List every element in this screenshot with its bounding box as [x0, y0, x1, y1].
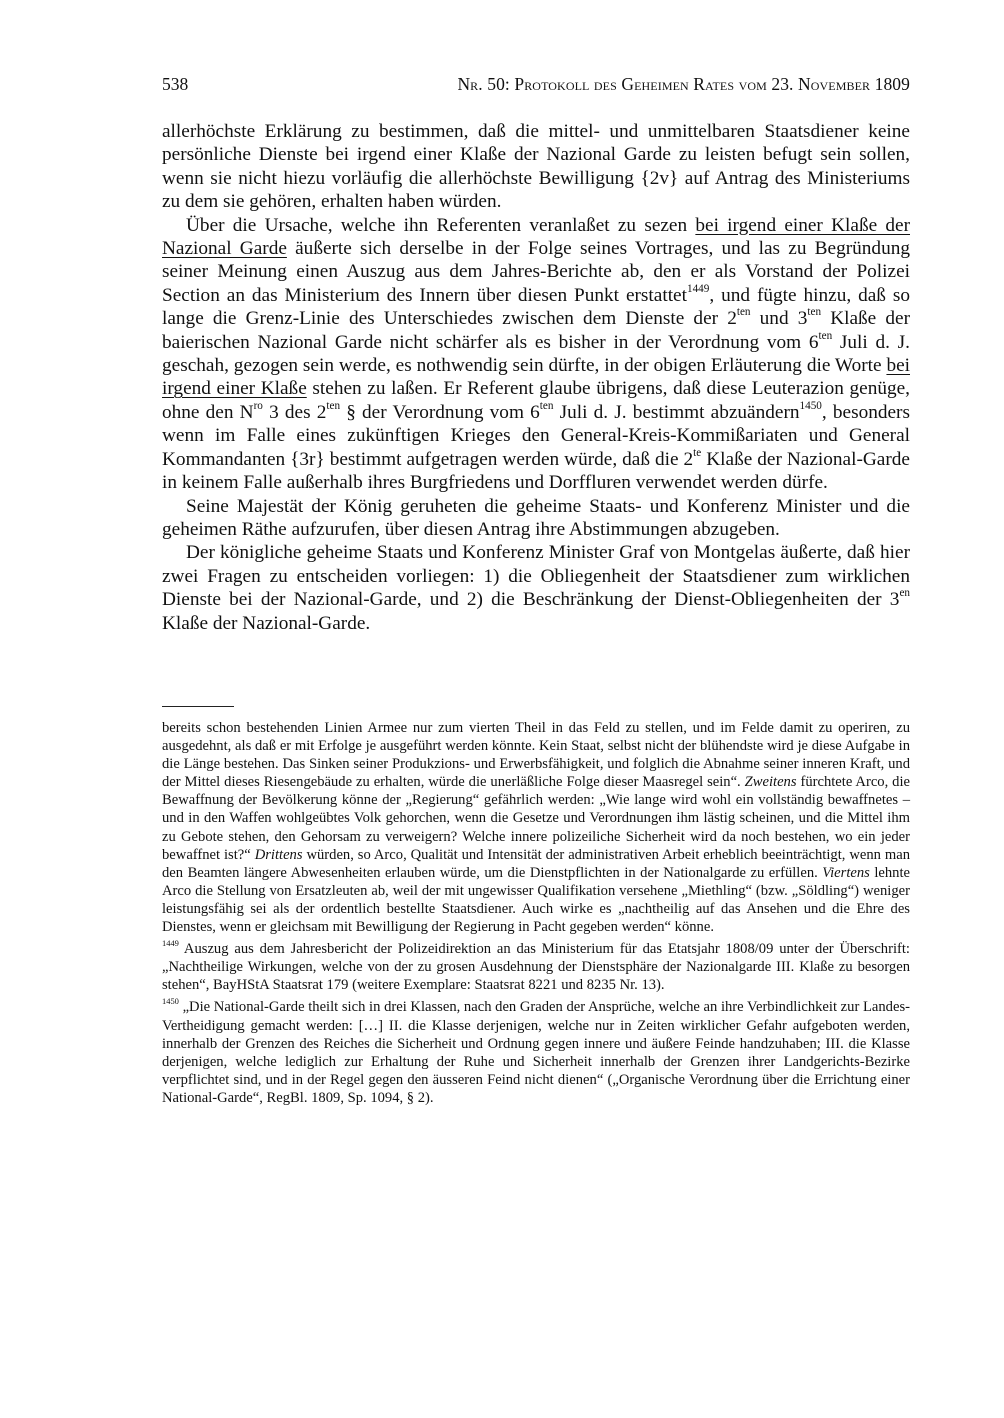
footnote-ref-1450[interactable]: 1450	[799, 399, 822, 412]
italic-term: Drittens	[254, 846, 303, 863]
superscript: ten	[326, 399, 341, 412]
text-run: 3 des 2	[262, 401, 327, 423]
text-run: , besonders wenn im Falle eines zukünftigen Krieges den General-Kreis-Kommißariaten und General Kommandanten {3r} bestimmt aufgetragen werden würde, daß die 2	[162, 401, 910, 470]
superscript: ten	[818, 329, 833, 342]
text-run: bereits schon bestehenden Linien Armee nur zum vierten Theil in das Feld zu stellen, und im Felde damit zu operiren, zu ausgedehnt, als daß er mit Erfolge je ausgeführt werden könnte. Kein Staat, selbst nicht der blühendste wird je diese Aufgabe in die Länge bestehen. Das Sinken seiner Produkzions- und Erwerbsfähigkeit, und folglich die Abnahme seiner inneren Kraft, und der Mittel dieses Riesengebäude zu erhalten, würde die unerläßliche Folge dieser Maasregel sein“.	[162, 720, 910, 791]
text-run: , und fügte hinzu, daß so lange die Grenz-Linie des Unterschiedes zwischen dem Dienste der 2	[162, 284, 910, 330]
text-run: Juli d. J. bestimmt abzuändern	[553, 401, 800, 423]
footnote-1449	[162, 940, 910, 994]
page-number: 538	[162, 74, 189, 94]
text-run: Juli d. J. geschah, gezogen sein werde, es nothwendig sein dürfte, in der obigen Erläuterung die Worte	[162, 331, 910, 377]
running-header	[162, 74, 910, 98]
text-run: und 3	[750, 308, 808, 330]
text-run: fürchtete Arco, die Bewaffnung der Bevölkerung könne der „Regierung“ gefährlich werden: „Wie lange wird wohl ein vollständig bewaffnetes – und in den Waffen wohlgeübtes Volk gehorchen, wenn die Gesetze und Verordnungen ihm lästig scheinen, und die Mittel ihm zu Gebote stehen, den Gehorsam zu verweigern? Welche innere polizeiliche Sicherheit wird da noch bestehen, wo ein jeder bewaffnet ist?“	[162, 774, 910, 863]
paragraph-4	[162, 541, 910, 635]
running-title: Nr. 50: Protokoll des Geheimen Rates vom 23. November 1809	[457, 74, 910, 94]
footnote-continuation	[162, 719, 910, 936]
superscript: ten	[807, 306, 822, 319]
superscript: ten	[539, 399, 554, 412]
superscript: ten	[736, 306, 751, 319]
text-run: stehen zu laßen. Er Referent glaube übrigens, daß diese Leuterazion genüge, ohne den N	[162, 378, 911, 423]
text-run: Der königliche geheime Staats und Konferenz Minister Graf von Montgelas äußerte, daß hier zwei Fragen zu entscheiden vorliegen: 1) die Obliegenheit der Staatsdiener zum wirklichen Dienste bei der Nazional-Garde, und 2) die Beschränkung der Dienst-Obliegenheiten der 3	[162, 542, 910, 611]
footnote-1450	[162, 998, 910, 1107]
footnote-ref-1449[interactable]: 1449	[686, 282, 710, 295]
paragraph-2	[162, 214, 910, 495]
paragraph-1: allerhöchste Erklärung zu bestimmen, daß die mittel- und unmittelbaren Staatsdiener keine persönliche Dienste bei irgend einer Klaße der Nazional Garde zu leisten befugt sein sollen, wenn sie nicht hiezu vorläufig die allerhöchste Bewilligung {2v} auf Antrag des Ministeriums zu dem sie gehören, erhalten haben würden.	[162, 121, 910, 213]
superscript: en	[899, 587, 910, 600]
superscript: te	[693, 446, 702, 459]
text-run: Klaße der Nazional-Garde in keinem Falle außerhalb ihres Burgfriedens und Dorffluren verwendet werden dürfe.	[162, 448, 910, 494]
text-run: § der Verordnung vom 6	[340, 401, 540, 423]
text-run: würden, so Arco, Qualität und Intensität der administrativen Arbeit erheblich beeinträchtigt, wenn man den Beamten längere Abwesenheiten erlauben würde, um die Dienstpflichten in der Nationalgarde zu erfüllen.	[162, 846, 910, 881]
main-text	[162, 120, 910, 635]
text-run: Klaße der Nazional-Garde.	[162, 612, 371, 634]
underlined-phrase: bei irgend einer Klaße der Nazional Garde	[162, 214, 910, 260]
italic-term: Viertens	[822, 864, 870, 881]
text-run: lehnte Arco die Stellung von Ersatzleuten ab, weil der mit ungewisser Qualifikation versehene „Miethling“ (bzw. „Söldling“) weniger leistungsfähig sei als der ordentlich bestellte Staatsdiener. Auch wirke es „nachtheilig auf das Ansehen und die Ehre des Dienstes, wenn er gleichsam mit Bewilligung der Regierung in Pacht gegeben werden“ könne.	[162, 864, 911, 936]
text-run: äußerte sich derselbe in der Folge seines Vortrages, und las zu Begründung seiner Meinung einen Auszug aus dem Jahres-Berichte ab, den er als Vorstand der Polizei Section an das Ministerium des Innern über diesen Punkt erstattet	[162, 238, 910, 306]
footnote-text: Auszug aus dem Jahresbericht der Polizeidirektion an das Ministerium für das Etatsjahr 1808/09 unter der Überschrift: „Nachtheilige Wirkungen, welche von der zu grosen Ausdehnung der Dienstsphäre der Nazionalgarde III. Klaße zu besorgen stehen“, BayHStA Staatsrat 179 (weitere Exemplare: Staatsrat 8221 und 8235 Nr. 13).	[162, 941, 910, 994]
text-run: Über die Ursache, welche ihn Referenten veranlaßet zu sezen	[186, 214, 696, 236]
underlined-phrase: bei irgend einer Klaße	[162, 355, 910, 400]
footnote-number: 1450	[162, 996, 179, 1007]
footnote-number: 1449	[162, 938, 179, 948]
footnote-text: „Die National-Garde theilt sich in drei Klassen, nach den Graden der Ansprüche, welche an ihre Verbindlichkeit zur Landes-Vertheidigung gemacht werden: […] II. die Klasse derjenigen, welche nur in Zeiten wirklicher Gefahr aufgeboten werden, innerhalb der Grenzen des Reiches die Sicherheit und Ordnung gegen innere und äußere Feinde handzuhaben; III. die Klasse derjenigen, welche lediglich zur Erhaltung der Ruhe und Sicherheit innerhalb der Grenzen ihrer Landgerichts-Bezirke verpflichtet sind, und in der Regel gegen den äusseren Feind nicht dienen“ („Organische Verordnung über die Errichtung einer National-Garde“, RegBl. 1809, Sp. 1094, § 2).	[162, 999, 910, 1106]
paragraph-3: Seine Majestät der König geruheten die geheime Staats- und Konferenz Minister und die geheimen Räthe aufzurufen, über diesen Antrag ihre Abstimmungen abzugeben.	[162, 495, 910, 540]
footnotes	[162, 719, 910, 1111]
superscript: ro	[253, 399, 263, 412]
footnote-separator	[162, 706, 234, 707]
italic-term: Zweitens	[744, 774, 797, 791]
text-run: Klaße der baierischen Nazional Garde nicht schärfer als es bisher in der Verordnung vom 6	[162, 308, 910, 353]
